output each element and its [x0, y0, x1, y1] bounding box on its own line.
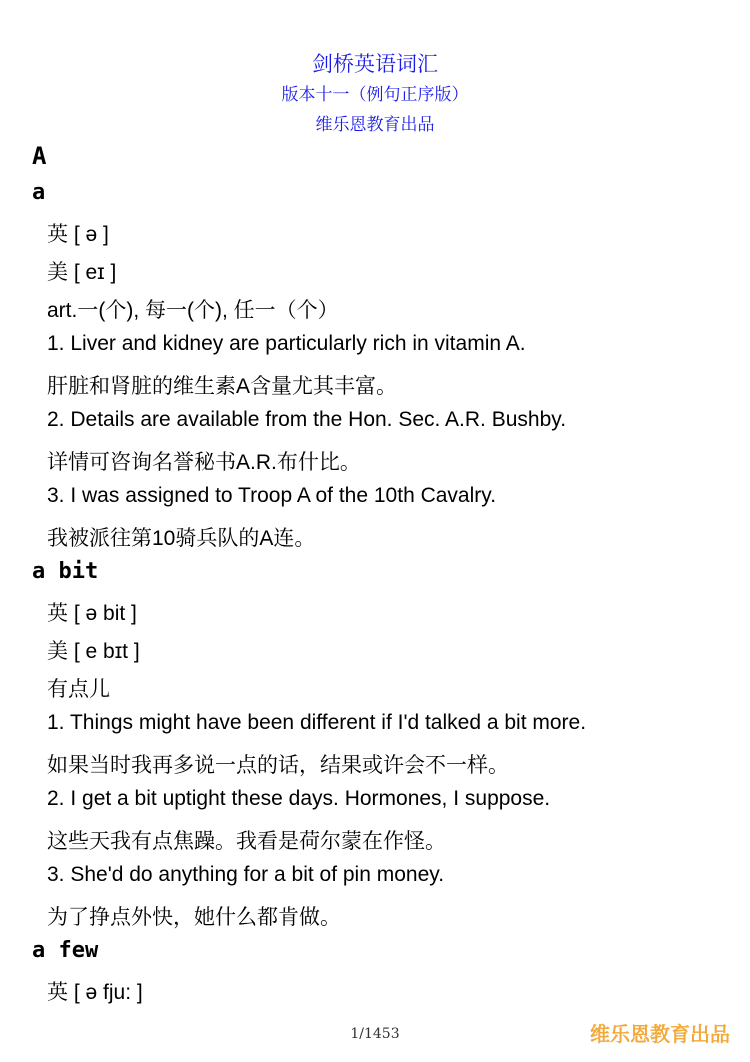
example-en: 2. Details are available from the Hon. Sec. A.R. Bushby.: [47, 408, 567, 431]
entry-meaning: art.一(个), 每一(个), 任一（个）: [47, 299, 339, 322]
example-zh: 这些天我有点焦躁。我看是荷尔蒙在作怪。: [47, 830, 446, 853]
doc-subtitle: 版本十一（例句正序版）: [281, 85, 469, 105]
example-zh: 我被派往第10骑兵队的A连。: [47, 527, 316, 550]
example-en: 3. I was assigned to Troop A of the 10th Cavalry.: [47, 484, 497, 507]
us-pronunciation: 美 [ eɪ ]: [47, 261, 117, 284]
entry-meaning: 有点儿: [47, 678, 110, 701]
example-zh: 肝脏和肾脏的维生素A含量尤其丰富。: [47, 375, 398, 398]
section-letter: A: [32, 142, 47, 170]
doc-publisher: 维乐恩教育出品: [315, 115, 435, 135]
entry-word: a few: [32, 938, 99, 963]
entry-word: a: [32, 180, 46, 205]
example-en: 3. She'd do anything for a bit of pin money.: [47, 863, 445, 886]
doc-title: 剑桥英语词汇: [312, 52, 438, 76]
uk-pronunciation: 英 [ ə ]: [47, 223, 109, 246]
example-zh: 详情可咨询名誉秘书A.R.布什比。: [47, 451, 361, 474]
publisher-watermark: 维乐恩教育出品: [590, 1022, 730, 1046]
example-en: 2. I get a bit uptight these days. Hormones, I suppose.: [47, 787, 551, 810]
example-en: 1. Things might have been different if I'd talked a bit more.: [47, 711, 587, 734]
us-pronunciation: 美 [ e bɪt ]: [47, 640, 140, 663]
example-zh: 如果当时我再多说一点的话，结果或许会不一样。: [47, 754, 509, 777]
example-en: 1. Liver and kidney are particularly rich in vitamin A.: [47, 332, 526, 355]
entry-word: a bit: [32, 559, 99, 584]
uk-pronunciation: 英 [ ə fju: ]: [47, 981, 143, 1004]
uk-pronunciation: 英 [ ə bit ]: [47, 602, 137, 625]
example-zh: 为了挣点外快，她什么都肯做。: [47, 906, 341, 929]
page-number: 1/1453: [350, 1026, 400, 1042]
